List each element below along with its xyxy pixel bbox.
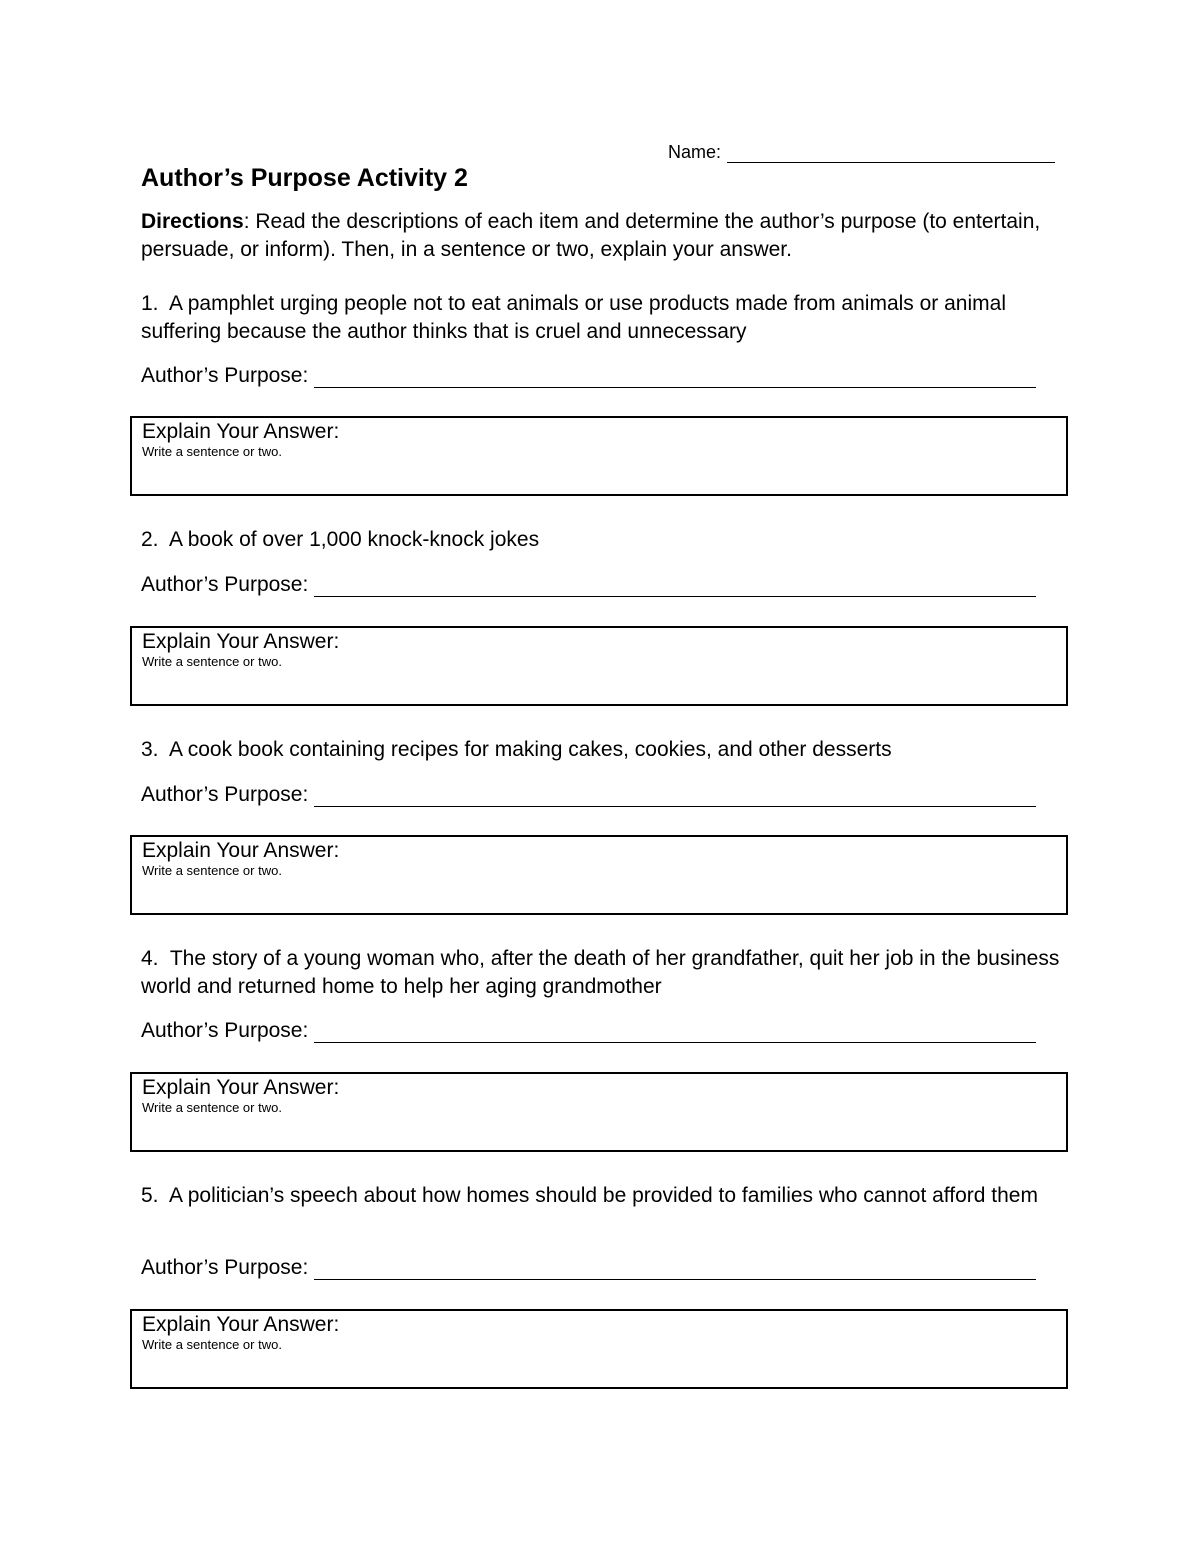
purpose-label: Author’s Purpose:	[141, 1019, 309, 1042]
question-5	[141, 1182, 1071, 1210]
purpose-row-3	[141, 783, 1036, 807]
question-text: A cook book containing recipes for making cakes, cookies, and other desserts	[169, 738, 892, 761]
name-input-line[interactable]	[727, 142, 1055, 163]
question-number: 1.	[141, 292, 159, 315]
answer-hint: Write a sentence or two.	[142, 1337, 282, 1352]
question-4	[141, 945, 1071, 1001]
question-number: 3.	[141, 738, 159, 761]
purpose-input-line[interactable]	[314, 1020, 1036, 1043]
directions-label: Directions	[141, 210, 244, 233]
question-text: A politician’s speech about how homes should be provided to families who cannot afford them	[169, 1184, 1038, 1207]
answer-hint: Write a sentence or two.	[142, 444, 282, 459]
answer-title: Explain Your Answer:	[142, 1313, 340, 1336]
question-3	[141, 736, 1071, 764]
answer-hint: Write a sentence or two.	[142, 654, 282, 669]
question-number: 2.	[141, 528, 159, 551]
question-text: A pamphlet urging people not to eat animals or use products made from animals or animal suffering because the author thinks that is cruel and unnecessary	[141, 292, 1006, 343]
answer-box-3[interactable]	[130, 835, 1068, 915]
purpose-label: Author’s Purpose:	[141, 573, 309, 596]
question-2	[141, 526, 1071, 554]
directions-text: : Read the descriptions of each item and determine the author’s purpose (to entertain, persuade, or inform). Then, in a sentence or two, explain your answer.	[141, 210, 1041, 261]
purpose-input-line[interactable]	[314, 365, 1036, 388]
question-number: 4.	[141, 947, 159, 970]
purpose-label: Author’s Purpose:	[141, 1256, 309, 1279]
page-title: Author’s Purpose Activity 2	[141, 164, 468, 192]
name-row	[668, 142, 1055, 163]
directions	[141, 208, 1071, 264]
purpose-label: Author’s Purpose:	[141, 783, 309, 806]
name-label: Name:	[668, 142, 722, 162]
question-text: A book of over 1,000 knock-knock jokes	[169, 528, 540, 551]
answer-hint: Write a sentence or two.	[142, 863, 282, 878]
question-text: The story of a young woman who, after the death of her grandfather, quit her job in the business world and returned home to help her aging grandmother	[141, 947, 1060, 998]
purpose-label: Author’s Purpose:	[141, 364, 309, 387]
purpose-input-line[interactable]	[314, 1257, 1036, 1280]
question-number: 5.	[141, 1184, 159, 1207]
answer-hint: Write a sentence or two.	[142, 1100, 282, 1115]
purpose-row-2	[141, 573, 1036, 597]
answer-box-2[interactable]	[130, 626, 1068, 706]
answer-title: Explain Your Answer:	[142, 630, 340, 653]
purpose-row-1	[141, 364, 1036, 388]
purpose-row-5	[141, 1256, 1036, 1280]
purpose-input-line[interactable]	[314, 574, 1036, 597]
answer-box-4[interactable]	[130, 1072, 1068, 1152]
answer-title: Explain Your Answer:	[142, 839, 340, 862]
answer-title: Explain Your Answer:	[142, 420, 340, 443]
answer-box-5[interactable]	[130, 1309, 1068, 1389]
question-1	[141, 290, 1071, 346]
purpose-row-4	[141, 1019, 1036, 1043]
answer-title: Explain Your Answer:	[142, 1076, 340, 1099]
purpose-input-line[interactable]	[314, 784, 1036, 807]
answer-box-1[interactable]	[130, 416, 1068, 496]
